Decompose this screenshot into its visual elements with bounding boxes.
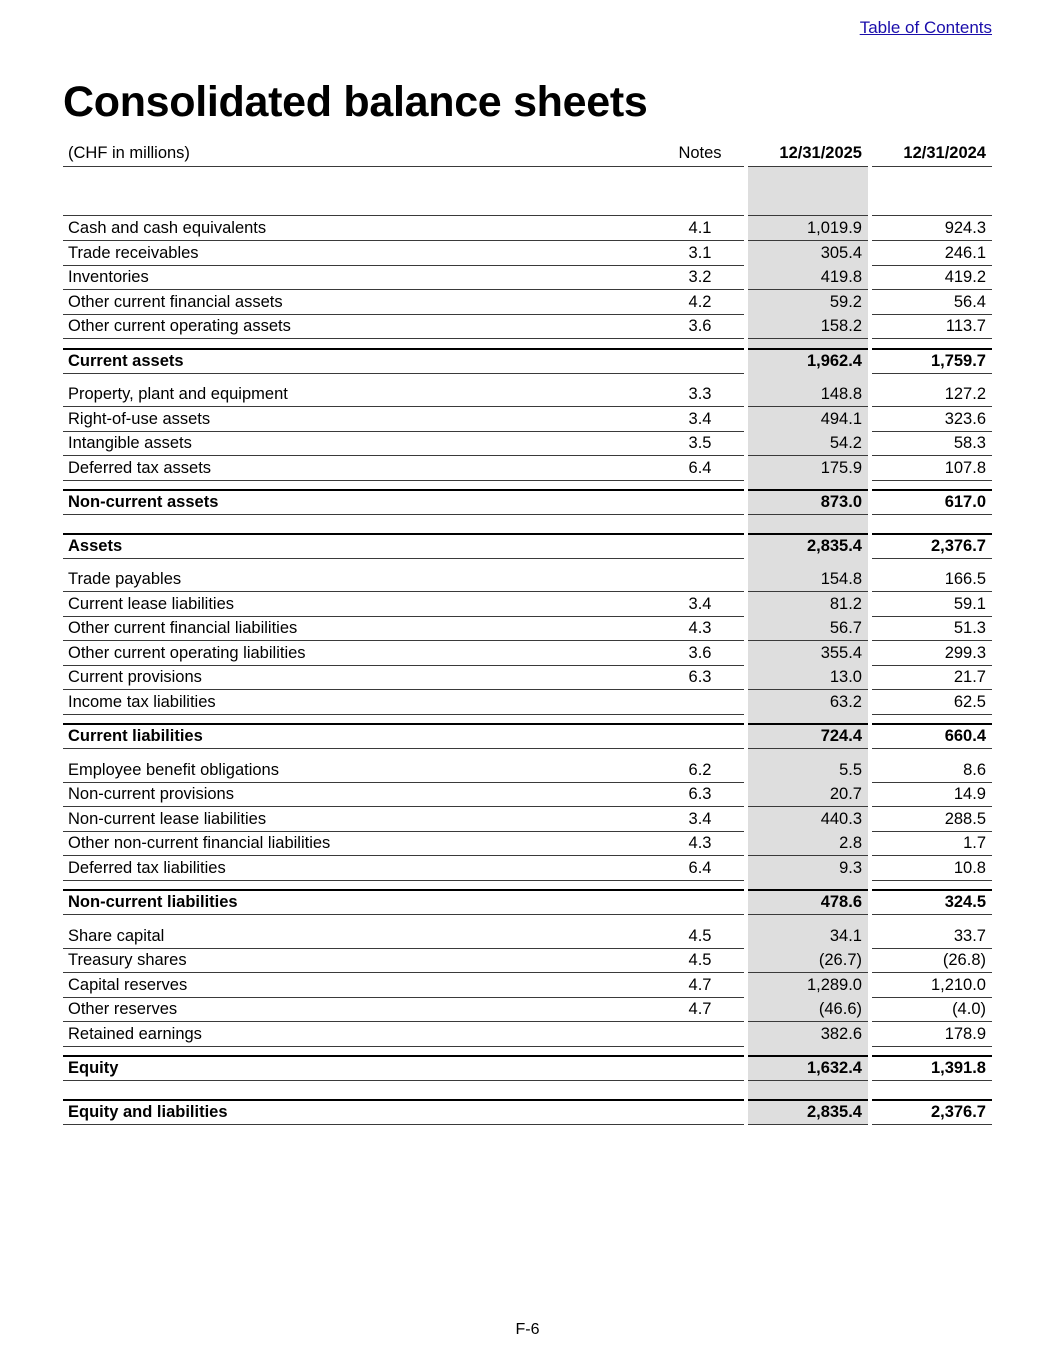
row-label: Deferred tax liabilities (63, 856, 656, 881)
table-row (63, 592, 992, 617)
row-label: Trade receivables (63, 241, 656, 266)
value-2024: 299.3 (872, 641, 992, 666)
value-2024: 288.5 (872, 807, 992, 832)
value-2024: 107.8 (872, 456, 992, 481)
value-2025: (26.7) (748, 948, 868, 973)
row-label: Deferred tax assets (63, 456, 656, 481)
row-note: 4.1 (656, 216, 744, 241)
value-2025: 478.6 (748, 889, 868, 915)
value-2025: 305.4 (748, 241, 868, 266)
row-note (656, 690, 744, 715)
row-note: 3.4 (656, 407, 744, 432)
value-2024: 8.6 (872, 758, 992, 783)
row-label: Non-current assets (63, 489, 656, 515)
row-note: 3.4 (656, 807, 744, 832)
table-row (63, 567, 992, 592)
row-note: 6.3 (656, 782, 744, 807)
value-2025: 5.5 (748, 758, 868, 783)
value-2024: 1,759.7 (872, 348, 992, 374)
table-row (63, 290, 992, 315)
table-row (63, 265, 992, 290)
total-row (63, 889, 992, 915)
row-label: Intangible assets (63, 431, 656, 456)
value-2024: 246.1 (872, 241, 992, 266)
table-of-contents-link[interactable]: Table of Contents (859, 18, 992, 37)
table-row (63, 807, 992, 832)
row-gap (63, 1081, 992, 1090)
row-gap (63, 915, 992, 924)
row-label: Current liabilities (63, 723, 656, 749)
value-2025: 56.7 (748, 616, 868, 641)
value-2025: 1,632.4 (748, 1055, 868, 1081)
value-2025: 148.8 (748, 382, 868, 407)
row-label: Equity and liabilities (63, 1099, 656, 1125)
row-label: Current provisions (63, 665, 656, 690)
row-gap (63, 515, 992, 524)
value-2025: 63.2 (748, 690, 868, 715)
row-gap (63, 558, 992, 567)
value-2024: 924.3 (872, 216, 992, 241)
row-label: Assets (63, 533, 656, 559)
value-2025: 59.2 (748, 290, 868, 315)
value-2024: 324.5 (872, 889, 992, 915)
table-row (63, 241, 992, 266)
value-2025: 175.9 (748, 456, 868, 481)
row-note: 4.3 (656, 616, 744, 641)
row-note (656, 1099, 744, 1125)
value-2024: 617.0 (872, 489, 992, 515)
value-2025: 81.2 (748, 592, 868, 617)
row-note: 6.4 (656, 456, 744, 481)
row-label: Other non-current financial liabilities (63, 831, 656, 856)
row-note (656, 348, 744, 374)
value-2025: 2,835.4 (748, 533, 868, 559)
row-label: Current assets (63, 348, 656, 374)
row-note: 4.2 (656, 290, 744, 315)
header-spacer (63, 167, 992, 216)
value-2025: 419.8 (748, 265, 868, 290)
value-2025: 355.4 (748, 641, 868, 666)
table-row (63, 997, 992, 1022)
row-label: Other current financial liabilities (63, 616, 656, 641)
value-2025: 54.2 (748, 431, 868, 456)
table-row (63, 382, 992, 407)
row-label: Non-current lease liabilities (63, 807, 656, 832)
value-2024: 323.6 (872, 407, 992, 432)
row-gap (63, 749, 992, 758)
table-row (63, 407, 992, 432)
table-row (63, 665, 992, 690)
value-2025: 34.1 (748, 924, 868, 949)
row-gap (63, 1046, 992, 1055)
row-note (656, 889, 744, 915)
row-note: 6.2 (656, 758, 744, 783)
table-header-row (63, 140, 992, 167)
value-2025: 1,962.4 (748, 348, 868, 374)
row-note (656, 1022, 744, 1047)
value-2025: 1,019.9 (748, 216, 868, 241)
table-row (63, 690, 992, 715)
value-2025: 873.0 (748, 489, 868, 515)
row-note (656, 723, 744, 749)
value-2025: 13.0 (748, 665, 868, 690)
value-2024: 62.5 (872, 690, 992, 715)
row-label: Inventories (63, 265, 656, 290)
row-note (656, 1055, 744, 1081)
row-label: Other current financial assets (63, 290, 656, 315)
value-2025: 440.3 (748, 807, 868, 832)
value-2025: 494.1 (748, 407, 868, 432)
row-label: Right-of-use assets (63, 407, 656, 432)
table-row (63, 831, 992, 856)
row-note (656, 567, 744, 592)
row-note: 4.7 (656, 973, 744, 998)
row-label: Other reserves (63, 997, 656, 1022)
table-row (63, 456, 992, 481)
value-2024: (26.8) (872, 948, 992, 973)
value-2024: 21.7 (872, 665, 992, 690)
value-2024: (4.0) (872, 997, 992, 1022)
value-2024: 14.9 (872, 782, 992, 807)
value-2024: 660.4 (872, 723, 992, 749)
row-label: Retained earnings (63, 1022, 656, 1047)
table-row (63, 314, 992, 339)
row-label: Non-current liabilities (63, 889, 656, 915)
table-row (63, 431, 992, 456)
row-gap (63, 524, 992, 533)
table-body (63, 216, 992, 1124)
row-note: 3.3 (656, 382, 744, 407)
value-2024: 51.3 (872, 616, 992, 641)
value-2025: 154.8 (748, 567, 868, 592)
value-2024: 1,391.8 (872, 1055, 992, 1081)
value-2024: 178.9 (872, 1022, 992, 1047)
value-2025: 2.8 (748, 831, 868, 856)
row-note: 4.3 (656, 831, 744, 856)
table-row (63, 782, 992, 807)
units-header: (CHF in millions) (63, 140, 656, 167)
row-note: 3.2 (656, 265, 744, 290)
row-gap (63, 480, 992, 489)
value-2025: 724.4 (748, 723, 868, 749)
value-2024: 127.2 (872, 382, 992, 407)
value-2025: 1,289.0 (748, 973, 868, 998)
row-note (656, 533, 744, 559)
value-2024: 10.8 (872, 856, 992, 881)
value-2024: 2,376.7 (872, 1099, 992, 1125)
value-2025: 382.6 (748, 1022, 868, 1047)
total-row (63, 348, 992, 374)
table-row (63, 924, 992, 949)
page-number: F-6 (515, 1321, 540, 1338)
row-label: Cash and cash equivalents (63, 216, 656, 241)
value-2025: 158.2 (748, 314, 868, 339)
row-label: Current lease liabilities (63, 592, 656, 617)
row-label: Equity (63, 1055, 656, 1081)
value-2025: 20.7 (748, 782, 868, 807)
notes-header: Notes (656, 140, 744, 167)
row-gap (63, 373, 992, 382)
value-2025: 9.3 (748, 856, 868, 881)
row-label: Capital reserves (63, 973, 656, 998)
table-row (63, 948, 992, 973)
value-2024: 419.2 (872, 265, 992, 290)
total-row (63, 533, 992, 559)
value-2024: 1,210.0 (872, 973, 992, 998)
table-row (63, 856, 992, 881)
value-2024: 59.1 (872, 592, 992, 617)
row-gap (63, 714, 992, 723)
row-note: 6.4 (656, 856, 744, 881)
value-2025: (46.6) (748, 997, 868, 1022)
value-2024: 166.5 (872, 567, 992, 592)
table-row (63, 216, 992, 241)
balance-sheet-table (63, 140, 992, 1124)
total-row (63, 1099, 992, 1125)
row-label: Treasury shares (63, 948, 656, 973)
row-label: Non-current provisions (63, 782, 656, 807)
table-row (63, 758, 992, 783)
row-note: 4.5 (656, 924, 744, 949)
row-note (656, 489, 744, 515)
value-2024: 1.7 (872, 831, 992, 856)
total-row (63, 1055, 992, 1081)
row-gap (63, 1090, 992, 1099)
row-note: 3.6 (656, 314, 744, 339)
value-2024: 2,376.7 (872, 533, 992, 559)
value-2025: 2,835.4 (748, 1099, 868, 1125)
row-gap (63, 339, 992, 348)
row-label: Income tax liabilities (63, 690, 656, 715)
page-title: Consolidated balance sheets (63, 78, 648, 126)
row-label: Other current operating assets (63, 314, 656, 339)
row-label: Employee benefit obligations (63, 758, 656, 783)
row-label: Trade payables (63, 567, 656, 592)
value-2024: 33.7 (872, 924, 992, 949)
table-row (63, 1022, 992, 1047)
row-note: 6.3 (656, 665, 744, 690)
row-note: 3.5 (656, 431, 744, 456)
row-note: 4.7 (656, 997, 744, 1022)
table-row (63, 641, 992, 666)
year-2025-header: 12/31/2025 (748, 140, 868, 167)
value-2024: 56.4 (872, 290, 992, 315)
row-label: Property, plant and equipment (63, 382, 656, 407)
value-2024: 58.3 (872, 431, 992, 456)
row-gap (63, 880, 992, 889)
row-note: 3.4 (656, 592, 744, 617)
value-2024: 113.7 (872, 314, 992, 339)
row-note: 3.6 (656, 641, 744, 666)
row-note: 4.5 (656, 948, 744, 973)
year-2024-header: 12/31/2024 (872, 140, 992, 167)
row-label: Share capital (63, 924, 656, 949)
total-row (63, 723, 992, 749)
row-label: Other current operating liabilities (63, 641, 656, 666)
total-row (63, 489, 992, 515)
row-note: 3.1 (656, 241, 744, 266)
table-row (63, 616, 992, 641)
table-row (63, 973, 992, 998)
